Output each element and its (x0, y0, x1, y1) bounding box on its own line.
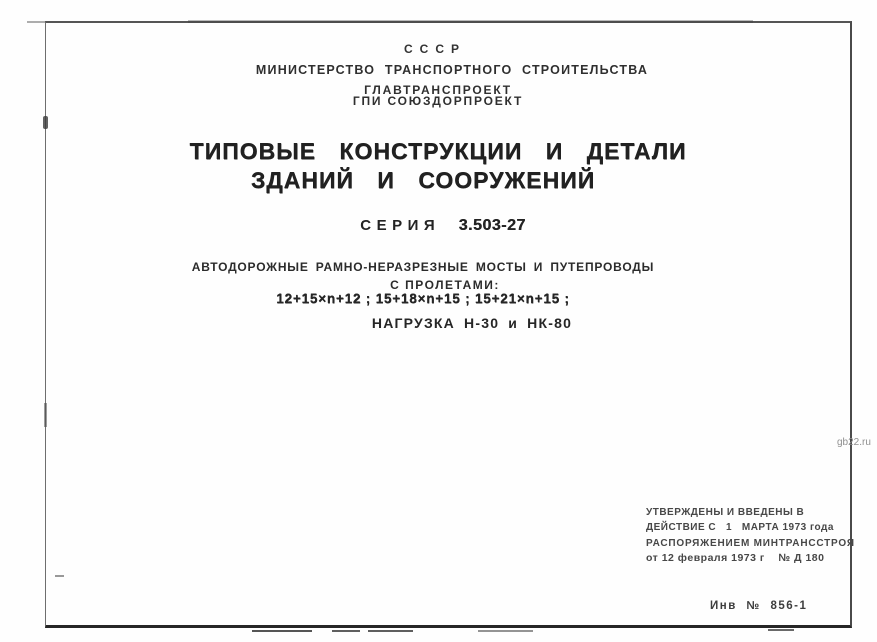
scan-artifact (44, 403, 47, 427)
approval-line-1: УТВЕРЖДЕНЫ И ВВЕДЕНЫ В (646, 507, 805, 518)
scan-artifact (188, 20, 753, 23)
span-formulas: 12+15×n+12 ; 15+18×n+15 ; 15+21×n+15 ; (276, 291, 570, 306)
scan-artifact (27, 21, 45, 23)
doc-title-line1: ТИПОВЫЕ КОНСТРУКЦИИ И ДЕТАЛИ (189, 138, 687, 164)
approval-note (646, 507, 855, 569)
subject-line1: АВТОДОРОЖНЫЕ РАМНО-НЕРАЗРЕЗНЫЕ МОСТЫ И ПУТЕПРОВОДЫ (191, 260, 655, 274)
doc-title-line2: ЗДАНИЙ И СООРУЖЕНИЙ (250, 167, 596, 193)
scan-artifact (332, 630, 360, 632)
inventory-number: Инв № 856-1 (710, 600, 808, 612)
site-watermark: gb22.ru (837, 437, 871, 448)
approval-line-3: РАСПОРЯЖЕНИЕМ МИНТРАНССТРОЯ (646, 538, 855, 549)
header-department: ГЛАВТРАНСПРОЕКТ (364, 83, 512, 97)
load-rating-line: НАГРУЗКА Н-30 и НК-80 (371, 315, 573, 331)
scan-artifact (478, 630, 533, 632)
scan-artifact (368, 630, 413, 632)
series-value: 3.503-27 (458, 217, 526, 234)
approval-line-4: от 12 февраля 1973 г № Д 180 (646, 552, 825, 564)
scan-artifact (252, 630, 312, 632)
header-ministry: МИНИСТЕРСТВО ТРАНСПОРТНОГО СТРОИТЕЛЬСТВА (255, 63, 649, 77)
approval-line-2: ДЕЙСТВИЕ С 1 МАРТА 1973 года (646, 522, 834, 533)
scan-artifact (768, 629, 794, 631)
series-label: СЕРИЯ (360, 217, 441, 234)
subject-line2: С ПРОЛЕТАМИ: (390, 278, 500, 292)
header-country: СССР (403, 42, 466, 56)
series-line (40, 217, 846, 235)
header-institute: ГПИ СОЮЗДОРПРОЕКТ (352, 94, 524, 108)
scan-artifact (55, 575, 64, 577)
scan-artifact (43, 116, 48, 129)
